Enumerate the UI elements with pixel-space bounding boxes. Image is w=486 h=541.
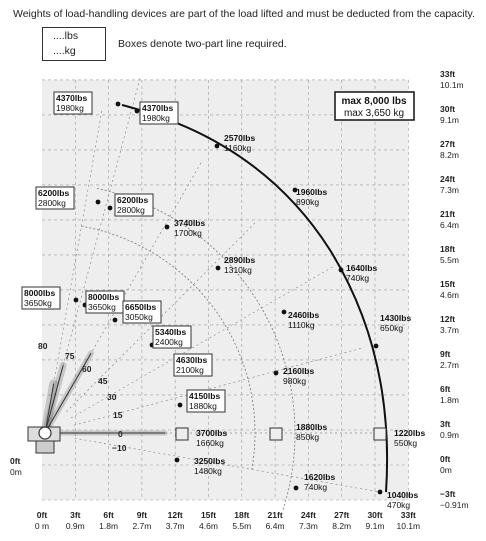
capacity-lbs: 6200lbs bbox=[38, 188, 70, 198]
y-tick-ft-label: 15ft bbox=[440, 278, 456, 289]
capacity-kg: 650kg bbox=[380, 323, 404, 333]
y-tick-ft-label: 24ft bbox=[440, 173, 456, 184]
capacity-lbs: 1220lbs bbox=[394, 428, 426, 438]
capacity-point bbox=[339, 268, 344, 273]
y-tick-ft-label: 3ft bbox=[440, 418, 451, 429]
capacity-point bbox=[216, 266, 221, 271]
legend-lbs: ....lbs bbox=[53, 30, 79, 42]
x-tick-ft-label: 0ft bbox=[36, 510, 48, 520]
x-tick-m-label: 5.5m bbox=[232, 521, 252, 531]
capacity-point bbox=[135, 109, 140, 114]
y-tick-m-label: 8.2m bbox=[440, 149, 459, 160]
capacity-lbs: 1620lbs bbox=[304, 472, 336, 482]
capacity-lbs: 1430lbs bbox=[380, 313, 412, 323]
capacity-kg: 2800kg bbox=[38, 198, 66, 208]
capacity-point bbox=[116, 102, 121, 107]
capacity-point bbox=[108, 206, 113, 211]
capacity-kg: 1700kg bbox=[174, 228, 202, 238]
capacity-lbs: 1960lbs bbox=[296, 187, 328, 197]
hook-marker bbox=[270, 428, 282, 440]
capacity-lbs: 1640lbs bbox=[346, 263, 378, 273]
capacity-kg: 980kg bbox=[283, 376, 307, 386]
x-tick-m-label: 1.8m bbox=[99, 521, 119, 531]
boom-angle-label: −10 bbox=[112, 443, 127, 453]
boom-angle-label: 15 bbox=[113, 410, 123, 420]
y-tick-ft-label: 12ft bbox=[440, 313, 456, 324]
x-tick-ft-label: 15ft bbox=[200, 510, 217, 520]
boom-angle-label: 30 bbox=[107, 392, 117, 402]
capacity-kg: 890kg bbox=[296, 197, 320, 207]
capacity-lbs: 2160lbs bbox=[283, 366, 315, 376]
x-tick-ft-label: 9ft bbox=[136, 510, 148, 520]
capacity-kg: 740kg bbox=[346, 273, 370, 283]
capacity-kg: 2400kg bbox=[155, 337, 183, 347]
capacity-lbs: 2570lbs bbox=[224, 133, 256, 143]
capacity-point bbox=[178, 403, 183, 408]
capacity-kg: 1310kg bbox=[224, 265, 252, 275]
capacity-point bbox=[374, 344, 379, 349]
capacity-lbs: 1880lbs bbox=[296, 422, 328, 432]
crane-pivot bbox=[39, 427, 51, 439]
capacity-kg: 2100kg bbox=[176, 365, 204, 375]
boom-angle-label: 60 bbox=[82, 364, 92, 374]
x-tick-ft-label: 27ft bbox=[334, 510, 350, 520]
capacity-kg: 470kg bbox=[387, 500, 411, 510]
x-tick-m-label: 3.7m bbox=[165, 521, 185, 531]
capacity-kg: 1480kg bbox=[194, 466, 222, 476]
y-tick-m-label: 1.8m bbox=[440, 394, 459, 405]
capacity-lbs: 4150lbs bbox=[189, 391, 221, 401]
x-tick-ft-label: 6ft bbox=[103, 510, 114, 520]
x-tick-ft-label: 30ft bbox=[367, 510, 383, 520]
capacity-lbs: 1040lbs bbox=[387, 490, 419, 500]
legend-text: Boxes denote two-part line required. bbox=[118, 38, 287, 50]
y-tick-ft-label: 18ft bbox=[440, 243, 456, 254]
capacity-point bbox=[113, 318, 118, 323]
x-tick-m-label: 10.1m bbox=[396, 521, 421, 531]
x-tick-ft-label: 12ft bbox=[167, 510, 183, 520]
boom-angle-label: 80 bbox=[38, 341, 48, 351]
capacity-lbs: 3250lbs bbox=[194, 456, 226, 466]
capacity-kg: 3650kg bbox=[24, 298, 52, 308]
y-tick-m-label: 5.5m bbox=[440, 254, 459, 265]
capacity-lbs: 3740lbs bbox=[174, 218, 206, 228]
capacity-lbs: 6650lbs bbox=[125, 302, 157, 312]
legend-kg: ....kg bbox=[53, 45, 76, 57]
y-left-zero-ft: 0ft bbox=[10, 456, 21, 466]
capacity-kg: 1110kg bbox=[288, 320, 315, 330]
capacity-kg: 740kg bbox=[304, 482, 328, 492]
capacity-point bbox=[294, 486, 299, 491]
y-tick-m-label: 4.6m bbox=[440, 289, 459, 300]
x-tick-m-label: 0.9m bbox=[65, 521, 85, 531]
capacity-kg: 1980kg bbox=[56, 103, 84, 113]
y-tick-ft-label: 21ft bbox=[440, 208, 456, 219]
y-tick-m-label: 7.3m bbox=[440, 184, 459, 195]
y-tick-m-label: 2.7m bbox=[440, 359, 459, 370]
y-tick-m-label: 6.4m bbox=[440, 219, 459, 230]
y-tick-m-label: 10.1m bbox=[440, 79, 464, 90]
capacity-kg: 3050kg bbox=[125, 312, 153, 322]
x-tick-m-label: 6.4m bbox=[265, 521, 285, 531]
x-tick-m-label: 2.7m bbox=[132, 521, 152, 531]
capacity-lbs: 4370lbs bbox=[142, 103, 174, 113]
y-tick-ft-label: 27ft bbox=[440, 138, 456, 149]
x-tick-ft-label: 3ft bbox=[70, 510, 81, 520]
y-tick-m-label: 3.7m bbox=[440, 324, 459, 335]
x-tick-ft-label: 21ft bbox=[267, 510, 283, 520]
capacity-point bbox=[274, 371, 279, 376]
capacity-lbs: 2460lbs bbox=[288, 310, 320, 320]
boom-angle-label: 0 bbox=[118, 429, 123, 439]
capacity-lbs: 2890lbs bbox=[224, 255, 256, 265]
capacity-kg: 2800kg bbox=[117, 205, 145, 215]
hook-marker bbox=[176, 428, 188, 440]
capacity-lbs: 4370lbs bbox=[56, 93, 88, 103]
x-tick-ft-label: 18ft bbox=[234, 510, 250, 520]
y-tick-m-label: 9.1m bbox=[440, 114, 459, 125]
capacity-lbs: 3700lbs bbox=[196, 428, 228, 438]
capacity-point bbox=[215, 144, 220, 149]
y-tick-ft-label: 33ft bbox=[440, 68, 456, 79]
max-capacity-lbs: max 8,000 lbs bbox=[341, 96, 407, 107]
y-tick-ft-label: 30ft bbox=[440, 103, 456, 114]
capacity-point bbox=[96, 200, 101, 205]
x-tick-m-label: 0 m bbox=[34, 521, 50, 531]
capacity-point bbox=[175, 458, 180, 463]
y-tick-ft-label: 6ft bbox=[440, 383, 451, 394]
crane-mount bbox=[36, 441, 54, 453]
capacity-lbs: 6200lbs bbox=[117, 195, 149, 205]
capacity-kg: 3650kg bbox=[88, 302, 116, 312]
capacity-kg: 1160kg bbox=[224, 143, 252, 153]
capacity-point bbox=[282, 310, 287, 315]
capacity-kg: 850kg bbox=[296, 432, 320, 442]
y-tick-ft-label: 9ft bbox=[440, 348, 451, 359]
capacity-kg: 1660kg bbox=[196, 438, 224, 448]
boom-angle-label: 75 bbox=[65, 351, 75, 361]
x-tick-m-label: 4.6m bbox=[199, 521, 218, 531]
capacity-kg: 1980kg bbox=[142, 113, 170, 123]
capacity-point bbox=[378, 490, 383, 495]
capacity-kg: 1880kg bbox=[189, 401, 217, 411]
capacity-lbs: 8000lbs bbox=[24, 288, 56, 298]
y-tick-ft-label: 0ft bbox=[440, 454, 451, 464]
x-tick-ft-label: 24ft bbox=[300, 510, 316, 520]
capacity-point bbox=[165, 225, 170, 230]
boom-angle-label: 45 bbox=[98, 376, 108, 386]
max-capacity-kg: max 3,650 kg bbox=[343, 108, 405, 119]
y-tick-m-label: 0.9m bbox=[440, 429, 459, 440]
x-tick-m-label: 7.3m bbox=[298, 521, 318, 531]
capacity-kg: 550kg bbox=[394, 438, 418, 448]
y-left-zero-m: 0m bbox=[10, 467, 22, 477]
capacity-lbs: 5340lbs bbox=[155, 327, 187, 337]
capacity-point bbox=[74, 298, 79, 303]
capacity-lbs: 8000lbs bbox=[88, 292, 120, 302]
x-tick-m-label: 9.1m bbox=[365, 521, 385, 531]
capacity-notice: Weights of load-handling devices are part of the load lifted and must be deducted from the capacity. bbox=[13, 8, 475, 20]
y-tick-ft-label: −3ft bbox=[440, 489, 456, 500]
x-tick-m-label: 8.2m bbox=[332, 521, 352, 531]
hook-marker bbox=[374, 428, 386, 440]
y-tick-m-label: 0m bbox=[440, 465, 452, 475]
capacity-lbs: 4630lbs bbox=[176, 355, 208, 365]
y-tick-m-label: −0.91m bbox=[440, 500, 469, 511]
x-tick-ft-label: 33ft bbox=[400, 510, 416, 520]
